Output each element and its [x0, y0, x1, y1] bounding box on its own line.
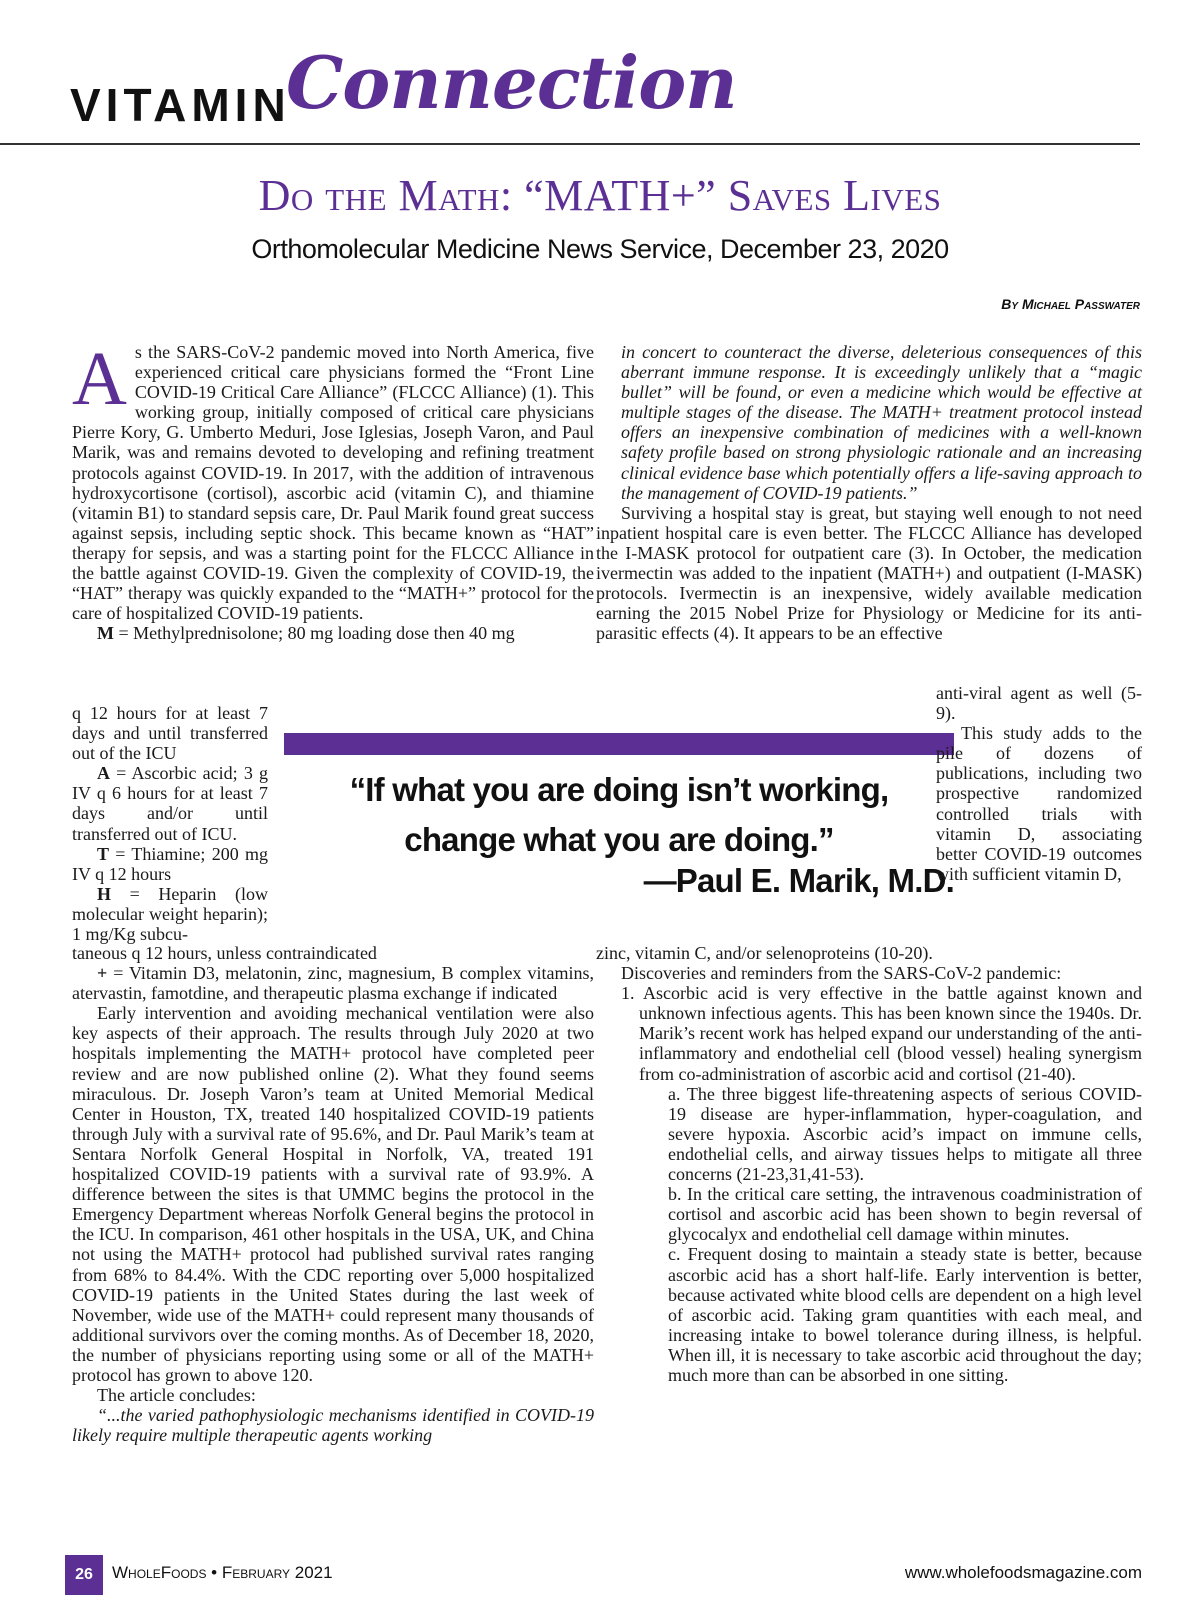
left-column-top: [72, 337, 594, 644]
study-paragraph: This study adds to the pile of dozens of publications, including two prospective randomized controlled trials with vitamin D, associating better COVID-19 outcomes with sufficient vitamin D,: [936, 723, 1142, 884]
protocol-m-text: = Methylprednisolone; 80 mg loading dose then 40 mg: [114, 623, 515, 644]
protocol-m-key: M: [97, 623, 114, 644]
protocol-h-key: H: [97, 883, 112, 904]
section-label-connection: Connection: [286, 40, 737, 125]
imask-paragraph: Surviving a hospital stay is great, but staying well enough to not need inpatient hospital care is even better. The FLCCC Alliance has developed the I-MASK protocol for outpatient care (3). In October, the medication ivermectin was added to the inpatient (MATH+) and outpatient (I-MASK) protocols. Ivermectin is an inexpensive, widely available medication earning the 2015 Nobel Prize for Physiology or Medicine for its anti-parasitic effects (4). It appears to be an effective: [596, 502, 1142, 644]
header-divider: [0, 143, 1140, 145]
left-column-short: [72, 703, 268, 944]
article-byline: By Michael Passwater: [1001, 296, 1140, 312]
list-item-1: 1. Ascorbic acid is very effective in the battle against known and unknown infectious agents. This has been known since the 1940s. Dr. Marik’s recent work has helped expand our understanding of the anti-inflammatory and endothelial cell (blood vessel) healing synergism from co-administration of ascorbic acid and cortisol (21-40).: [621, 983, 1142, 1084]
intro-text: s the SARS-CoV-2 pandemic moved into North America, five experienced critical care physicians formed the “Front Line COVID-19 Critical Care Alliance” (FLCCC Alliance) (1). This working group, initially composed of critical care physicians Pierre Kory, G. Umberto Meduri, Jose Iglesias, Joseph Varon, and Paul Marik, was and remains devoted to developing and refining treatment protocols against COVID-19. In 2017, with the addition of intravenous hydroxycortisone (cortisol), ascorbic acid (vitamin C), and thiamine (vitamin B1) to standard sepsis care, Dr. Paul Marik found great success against sepsis, including septic shock. This became known as “HAT” therapy for sepsis, and was a starting point for the FLCCC Alliance in the battle against COVID-19. Given the complexity of COVID-19, the “HAT” therapy was quickly expanded to the “MATH+” protocol for the care of hospitalized COVID-19 patients.: [72, 342, 594, 624]
protocol-t-text: = Thiamine; 200 mg IV q 12 hours: [72, 843, 268, 884]
results-paragraph: Early intervention and avoiding mechanical ventilation were also key aspects of their approach. The results through July 2020 at two hospitals implementing the MATH+ protocol have completed peer review and are now published online (2). What they found seems miraculous. Dr. Joseph Varon’s team at United Memorial Medical Center in Houston, TX, treated 140 hospitalized COVID-19 patients through July with a survival rate of 95.6%, and Dr. Paul Marik’s team at Sentara Norfolk General Hospital in Norfolk, VA, treated 191 hospitalized COVID-19 patients with a survival rate of 93.9%. A difference between the sites is that UMMC begins the protocol in the Emergency Department whereas Norfolk General begins the protocol in the ICU. In comparison, 461 other hospitals in the USA, UK, and China not using the MATH+ protocol had published survival rates ranging from 68% to 84.4%. With the CDC reporting over 5,000 hospitalized COVID-19 patients in the United States during the last week of November, wide use of the MATH+ could represent many thousands of additional survivors over the coming months. As of December 18, 2020, the number of physicians reporting using some or all of the MATH+ protocol has grown to above 120.: [72, 1003, 594, 1385]
footer-url: www.wholefoodsmagazine.com: [904, 1563, 1142, 1582]
page-number: 26: [65, 1555, 103, 1595]
footer-publication: WholeFoods • February 2021: [112, 1563, 333, 1582]
list-item-1a: a. The three biggest life-threatening aspects of serious COVID-19 disease are hyper-inflammation, hyper-coagulation, and severe hypoxia. Ascorbic acid’s impact on immune cells, endothelial cells, and airway tissues helps to mitigate all three concerns (21-23,31,41-53).: [668, 1083, 1142, 1185]
list-item-1c: c. Frequent dosing to maintain a steady state is better, because ascorbic acid has a short half-life. Early intervention is better, because activated white blood cells are dependent on a high level of ascorbic acid. Taking gram quantities with each meal, and increasing intake to bowel tolerance during illness, is helpful. When ill, it is necessary to take ascorbic acid throughout the day; much more than can be absorbed in one sitting.: [668, 1244, 1142, 1385]
protocol-h-cont: taneous q 12 hours, unless contraindicated: [72, 943, 377, 963]
protocol-t: [72, 844, 268, 884]
ivermectin-cont: anti-viral agent as well (5-9).: [936, 683, 1142, 724]
intro-paragraph: [72, 337, 594, 624]
article-title: Do the Math: “MATH+” Saves Lives: [258, 171, 942, 220]
section-label-vitamin: VITAMIN: [70, 79, 291, 131]
left-column-bottom: [72, 943, 594, 1445]
article-subtitle: Orthomolecular Medicine News Service, December 23, 2020: [251, 234, 949, 264]
quote-continuation: in concert to counteract the diverse, deleterious consequences of this aberrant immune response. It is exceedingly unlikely that a “magic bullet” will be found, or even a medicine which would be effective at multiple stages of the disease. The MATH+ treatment protocol instead offers an inexpensive combination of medicines with a well-known safety profile based on strong physiologic rationale and an increasing clinical evidence base which potentially offers a life-saving approach to the management of COVID-19 patients.”: [621, 342, 1142, 503]
protocol-a-key: A: [97, 763, 110, 784]
protocol-h: [72, 884, 268, 944]
pull-quote-author: —Paul E. Marik, M.D.: [643, 862, 954, 899]
drop-cap: A: [72, 337, 127, 421]
concludes-paragraph: The article concludes:: [97, 1385, 256, 1406]
quote-paragraph: “...the varied pathophysiologic mechanisms identified in COVID-19 likely require multiple therapeutic agents working: [72, 1405, 594, 1446]
right-column-bottom: [596, 943, 1142, 1385]
pull-quote-bar: [284, 733, 954, 755]
pull-quote: [284, 765, 954, 865]
protocol-plus-key: +: [97, 963, 108, 984]
discoveries-heading: Discoveries and reminders from the SARS-CoV-2 pandemic:: [621, 963, 1062, 984]
protocol-plus: [72, 963, 594, 1003]
protocol-a-text: = Ascorbic acid; 3 g IV q 6 hours for at least 7 days and/or until transferred out of ICU.: [72, 763, 268, 844]
protocol-m-cont: q 12 hours for at least 7 days and until transferred out of the ICU: [72, 703, 268, 764]
pull-quote-line-1: “If what you are doing isn’t working,: [349, 771, 889, 808]
protocol-plus-text: = Vitamin D3, melatonin, zinc, magnesium, B complex vitamins, atervastin, famotdine, and therapeutic plasma exchange if indicated: [72, 963, 594, 1004]
protocol-m: [72, 623, 594, 643]
right-column-top: [596, 342, 1142, 643]
list-item-1b: b. In the critical care setting, the intravenous coadministration of cortisol and ascorbic acid has been shown to begin reversal of glycocalyx and endothelial cell damage within minutes.: [668, 1184, 1142, 1245]
study-cont: zinc, vitamin C, and/or selenoproteins (10-20).: [596, 943, 933, 963]
protocol-t-key: T: [97, 843, 110, 864]
protocol-h-text: = Heparin (low molecular weight heparin); 1 mg/Kg subcu-: [72, 883, 268, 945]
pull-quote-line-2: change what you are doing.”: [404, 821, 834, 858]
right-column-short: [936, 683, 1142, 884]
protocol-a: [72, 763, 268, 843]
